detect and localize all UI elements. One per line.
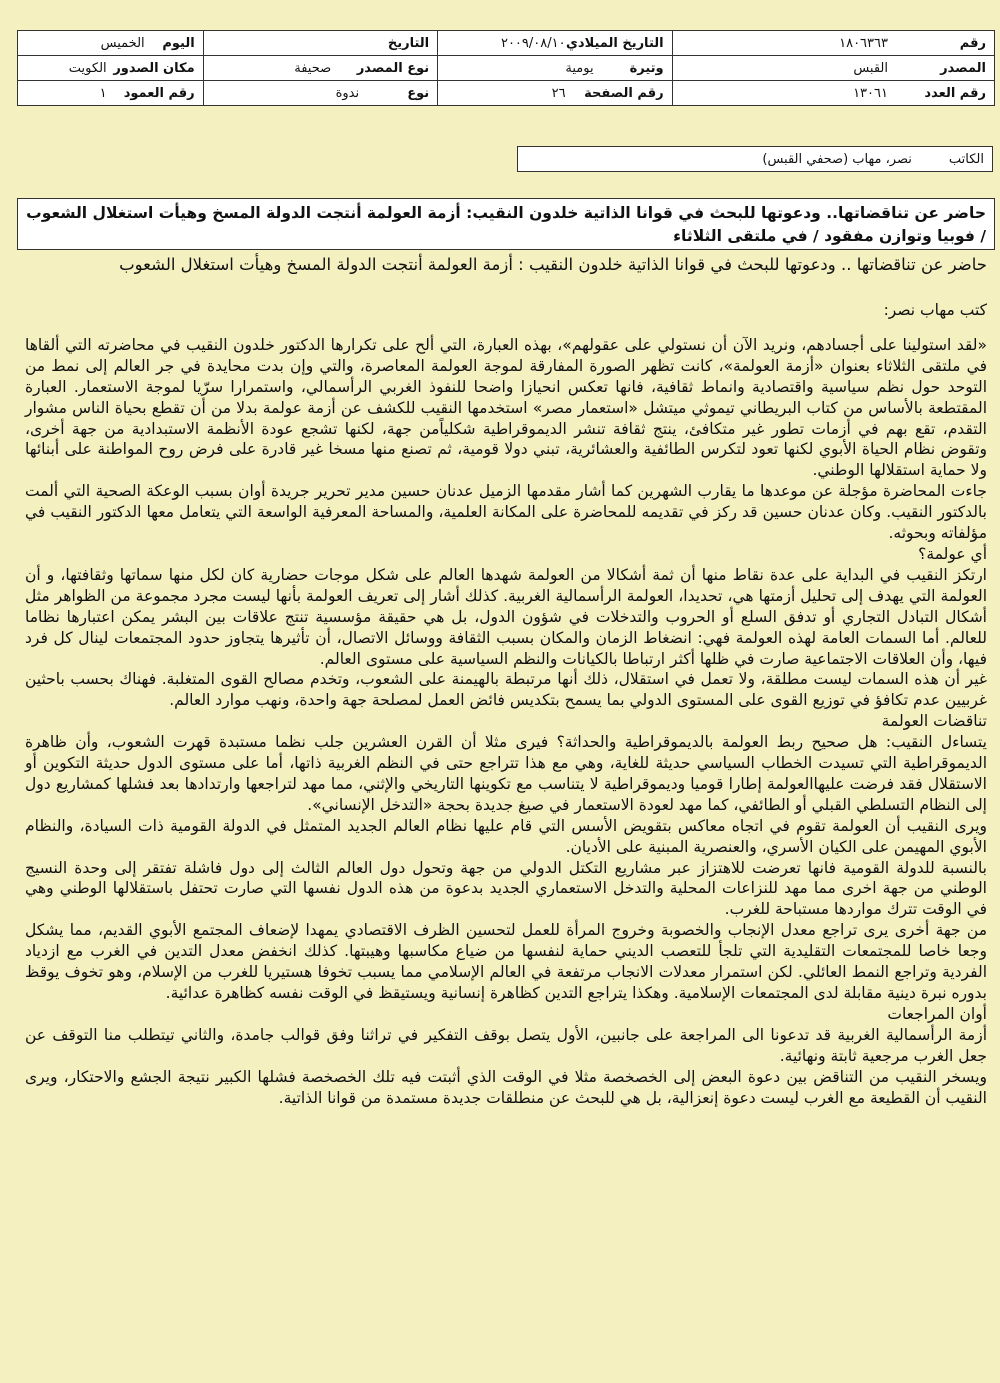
paragraph: بالنسبة للدولة القومية فانها تعرضت للاهتزاز عبر مشاريع التكتل الدولي من جهة وتحول دول العالم الثالث إلى دول فاشلة تفتقر إلى وحدة النسيج الوطني من جهة اخرى مما مهد للنزاعات المحلية والتدخل الاستعماري الجديد بدعوة من هذه الدول نفسها التي صارت تحتفل باستقلالها الوطني وهي في الوقت تترك مواردها مستباحة للغرب. <box>25 858 987 919</box>
source-type-label: نوع المصدر <box>356 60 430 76</box>
author-value: نصر، مهاب (صحفي القبس) <box>762 152 912 167</box>
section-heading: تناقضات العولمة <box>881 712 987 731</box>
cell-greg-date <box>438 31 672 56</box>
number-label: رقم <box>959 35 986 51</box>
cell-place <box>18 56 204 81</box>
day-value: الخميس <box>100 35 145 51</box>
paragraph: «لقد استولينا على أجسادهم، ونريد الآن أن نستولي على عقولهم»، بهذه العبارة، التي ألح على تكرارها الدكتور خلدون النقيب في محاضرته التي ألقاها في ملتقى الثلاثاء بعنوان «أزمة العولمة»، كانت تظهر الصورة المفارقة لموجة العولمة المعاصرة، والتي وإن بدت محايدة في جر العالم إلى نمط من التوحد حول نظم سياسية واقتصادية وانماط ثقافية، فانها تعكس انحيازا واضحا للنفوذ الغربي الرأسمالي، واستمرارا سرّيا لموجة الاستعمار. العبارة المقتطعة بالأساس من كتاب البريطاني تيموثي ميتشل «استعمار مصر» استخدمها النقيب للكشف عن أزمة عولمة بدلا من أن تقطع بحياة الناس مشوار التقدم، تقع بهم في أزمات تطور غير متكافئ، ينتج ثقافة تنشر الديموقراطية شكلياًمن جهة، لكنها تشجع عودة الأنظمة الاستبدادية من جهة أخرى، وتقوض نظام الحياة الأبوي لكنها تعود لتكرس الطائفية والعشائرية، تبني دولا قومية، ثم تصنع منها مسخا غير قادرة على فرض روح المواطنة على أبنائها ولا حماية استقلالها الوطني. <box>25 335 987 480</box>
article-body <box>17 300 995 1378</box>
paragraph: غير أن هذه السمات ليست مطلقة، ولا تعمل في استقلال، ذلك أنها مرتبطة بالهيمنة على الشعوب، وتخدم مصالح القوى المتغلبة. فهناك بحسب باحثين غربيين عدم تكافؤ في توزيع القوى على المستوى الدولي بما يسمح بتكديس فائض العمل لمصلحة جهة واحدة، ونهب موارد العالم. <box>25 670 987 710</box>
source-value: القبس <box>853 60 888 76</box>
issue-label: رقم العدد <box>924 85 986 101</box>
cell-number <box>672 31 994 56</box>
article-title: حاضر عن تناقضاتها.. ودعوتها للبحث في قوانا الذاتية خلدون النقيب: أزمة العولمة أنتجت الدولة المسخ وهيأت استغلال الشعوب / فوبيا وتوازن مفقود / في ملتقى الثلاثاء <box>17 198 995 250</box>
type-label: نوع <box>407 85 430 101</box>
source-label: المصدر <box>940 60 986 76</box>
paragraph: أزمة الرأسمالية الغربية قد تدعونا الى المراجعة على جانبين، الأول يتصل بوقف التفكير في تراثنا وفق قوالب جامدة، والثاني تيتطلب منا التوقف عن جعل الغرب مرجعية ثابتة ونهائية. <box>25 1025 987 1065</box>
frequency-label: وتيرة <box>629 60 664 76</box>
section-heading: أي عولمة؟ <box>918 544 987 563</box>
frequency-value: يومية <box>565 60 594 76</box>
cell-issue <box>672 81 994 106</box>
cell-source <box>672 56 994 81</box>
column-value: ١ <box>99 85 107 101</box>
metadata-row-2 <box>18 56 995 81</box>
paragraph: يتساءل النقيب: هل صحيح ربط العولمة بالديموقراطية والحداثة؟ فيرى مثلا أن القرن العشرين جلب نظما مستبدة قهرت الشعوب، وأن ظاهرة الديموقراطية التي تسيدت الخطاب السياسي حديثة للغاية، وهي مع هذا تتراجع حتى في النظم الغربية ذاتها، أما على مستوى الدول حديثة التكوين أو الاستقلال فقد فرضت عليهاالعولمة إطارا قوميا وديموقراطية لا يتناسب مع تكوينها التاريخي والإثني، مما مهد لتراجعها وارتدادها بعد فشلها كمشاريع دول إلى النظام التسلطي القبلي أو الطائفي، كما مهد لعودة الاستعمار في صيغ جديدة بحجة «التدخل الإنساني». <box>25 733 987 814</box>
author-box <box>517 146 993 172</box>
cell-source-type <box>203 56 437 81</box>
greg-date-value: ٢٠٠٩/٠٨/١٠ <box>500 35 566 51</box>
cell-column <box>18 81 204 106</box>
page-label: رقم الصفحة <box>584 85 664 101</box>
cell-day <box>18 31 204 56</box>
cell-type <box>203 81 437 106</box>
cell-frequency <box>438 56 672 81</box>
day-label: اليوم <box>162 35 195 51</box>
metadata-row-1 <box>18 31 995 56</box>
metadata-row-3 <box>18 81 995 106</box>
byline: كتب مهاب نصر: <box>883 301 987 319</box>
place-label: مكان الصدور <box>113 60 195 76</box>
cell-page <box>438 81 672 106</box>
column-label: رقم العمود <box>123 85 195 101</box>
greg-date-label: التاريخ الميلادي <box>565 35 664 51</box>
page-value: ٢٦ <box>551 85 566 101</box>
article-subtitle: حاضر عن تناقضاتها .. ودعوتها للبحث في قوانا الذاتية خلدون النقيب : أزمة العولمة أنتجت الدولة المسخ وهيأت استغلال الشعوب <box>119 255 987 274</box>
section-heading: أوان المراجعات <box>887 1004 987 1023</box>
paragraph: ويسخر النقيب من التناقض بين دعوة البعض إلى الخصخصة مثلا في الوقت الذي أثبتت فيه تلك الخصخصة فشلها الكبير نتيجة الجشع والاحتكار، ويرى النقيب أن القطيعة مع الغرب ليست دعوة إنعزالية، بل هي للبحث عن منطلقات جديدة مستمدة من قوانا الذاتية. <box>25 1067 987 1107</box>
source-type-value: صحيفة <box>294 60 332 76</box>
date-label: التاريخ <box>387 35 430 51</box>
paragraph: جاءت المحاضرة مؤجلة عن موعدها ما يقارب الشهرين كما أشار مقدمها الزميل عدنان حسين مدير تحرير جريدة أوان بسبب الوعكة الصحية التي ألمت بالدكتور النقيب. وكان عدنان حسين قد ركز في تقديمه للمحاضرة على المكانة العلمية، والمساحة المعرفية الواسعة التي يتعامل معها الدكتور النقيب في مؤلفاته وبحوثه. <box>25 482 987 543</box>
number-value: ١٨٠٦٣٦٣ <box>839 35 888 51</box>
type-value: ندوة <box>335 85 360 101</box>
paragraph: ارتكز النقيب في البداية على عدة نقاط منها أن ثمة أشكالا من العولمة شهدها العالم على شكل موجات حضارية كان لكل منها سماتها وثقافتها، و أن العولمة التي يهدف إلى تحليل أزمتها هي، تحديدا، العولمة الرأسمالية الغربية. كذلك أشار إلى تعريف العولمة بأنها ليست مجرد مجموعة من الظواهر مثل أشكال التبادل التجاري أو تدفق السلع أو الحروب والتدخلات في شؤون الدول، بل هي حقيقة مؤسسية تنتج علاقات بين البشر يمكن اعتبارها نظاما للعالم. أما السمات العامة لهذه العولمة فهي: انضغاط الزمان والمكان بسبب الثقافة ووسائل الاتصال، أن تأثيرها يتجاوز حدود المجتمعات لينال كل فرد فيها، وأن العلاقات الاجتماعية صارت في ظلها أكثر ارتباطا بالكيانات والنظم السياسية على مستوى العالم. <box>25 565 987 668</box>
place-value: الكويت <box>68 60 107 76</box>
author-label: الكاتب <box>948 152 984 167</box>
paragraph: من جهة أخرى يرى تراجع معدل الإنجاب والخصوبة وخروج المرأة للعمل لتحسين الظرف الاقتصادي يمهدا لإضعاف المجتمع الأبوي القديم، مما يشكل وجعا خاصا للمجتمعات التقليدية التي تلجأ للتعصب الديني حماية لنفسها من ضياع مكاسبها وهيبتها. كذلك انخفض معدل التدين في الغرب مع ازدياد الفردية وتراجع النمط العائلي. لكن استمرار معدلات الانجاب مرتفعة في العالم الإسلامي مما يسبب تخوفا هستيريا للغرب من الإسلام، وهو تخوف يوقظ بدوره نبرة دينية مقابلة لدى المجتمعات الإسلامية. وهكذا يتراجع التدين كظاهرة إنسانية ويستيقظ في الوقت نفسه كظاهرة عدائية. <box>25 921 987 1002</box>
cell-date <box>203 31 437 56</box>
paragraph: ويرى النقيب أن العولمة تقوم في اتجاه معاكس بتقويض الأسس التي قام عليها نظام العالم الجديد المتمثل في الدولة القومية ذات السيادة، والنظام الأبوي المهيمن على الكيان الأسري، والعنصرية المبنية على الأديان. <box>25 816 987 856</box>
issue-value: ١٣٠٦١ <box>853 85 888 101</box>
metadata-table <box>17 30 995 106</box>
